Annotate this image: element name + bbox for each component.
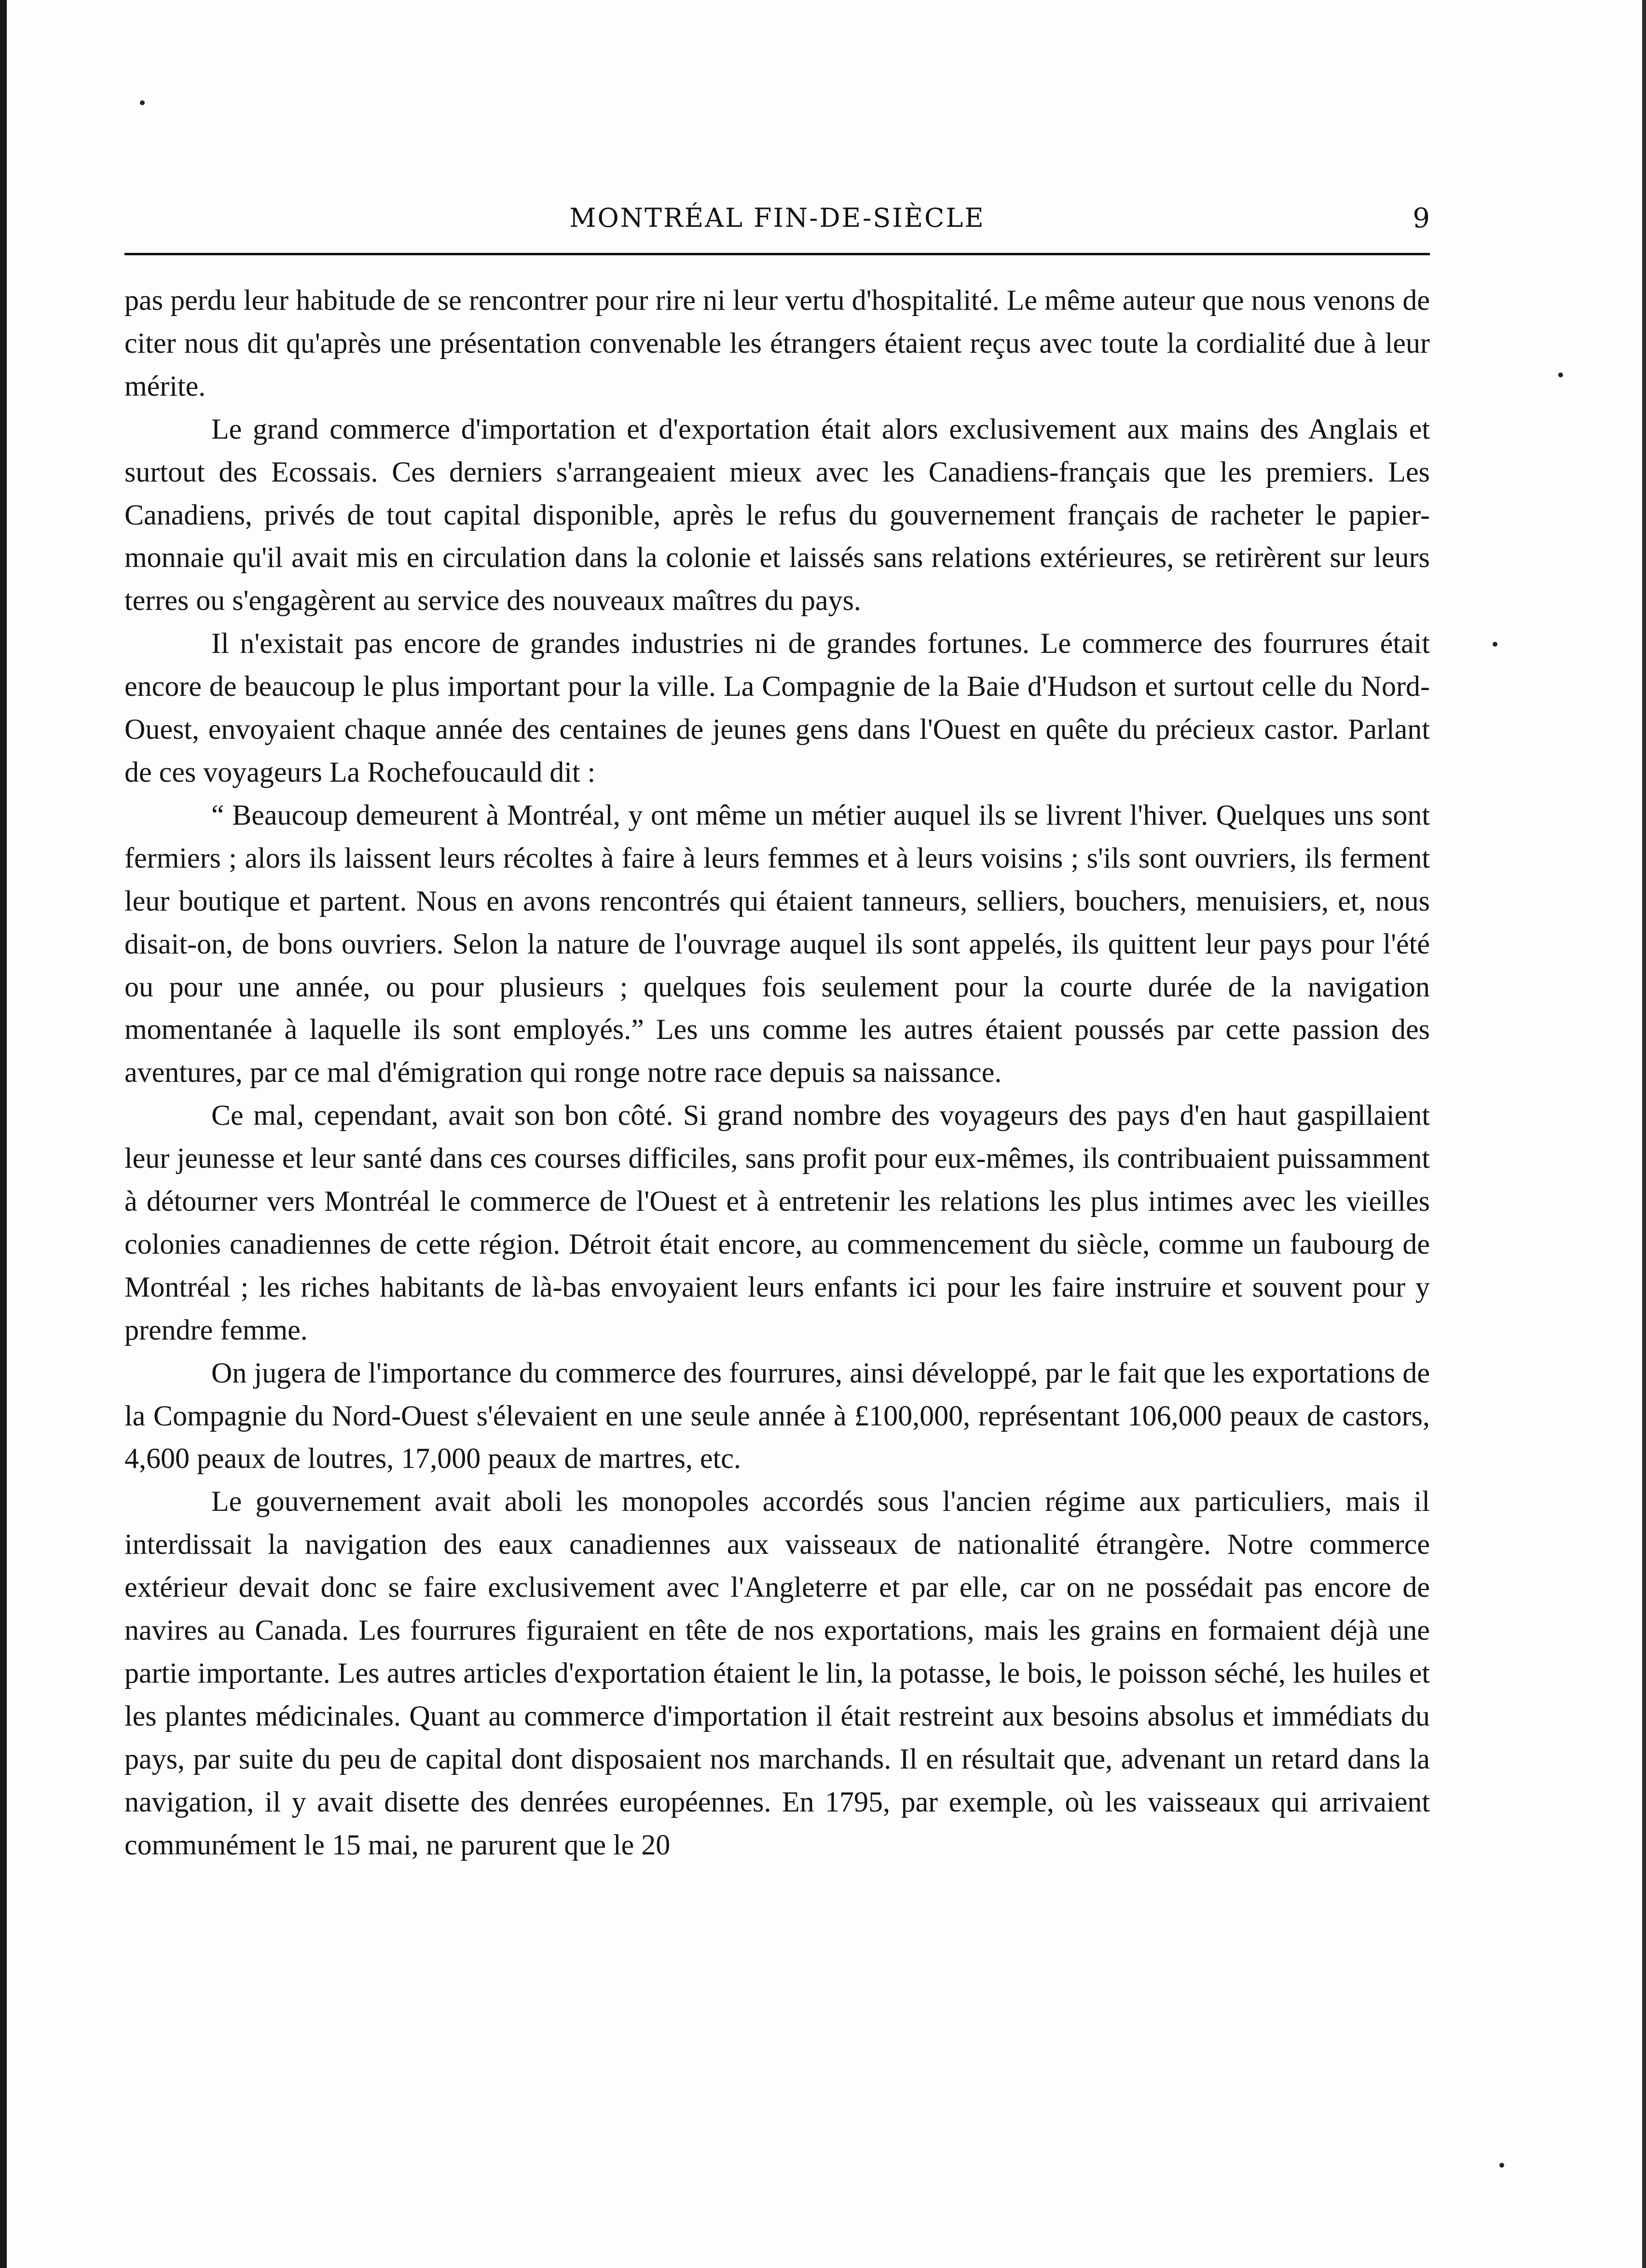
paragraph-6: On jugera de l'importance du commerce des fourrures, ainsi développé, par le fait que les exportations de la Compagnie du Nord-Ouest s'élevaient en une seule année à £100,000, représentant 106,000 peaux de castors, 4,600 peaux de loutres, 17,000 peaux de martres, etc. <box>124 1356 1430 1475</box>
paragraph-2: Le grand commerce d'importation et d'exportation était alors exclusivement aux mains des Anglais et surtout des Ecossais. Ces derniers s'arrangeaient mieux avec les Canadiens-français que les premiers. Les Canadiens, privés de tout capital disponible, après le refus du gouvernement français de racheter le papier-monnaie qu'il avait mis en circulation dans la colonie et laissés sans relations extérieures, se retirèrent sur leurs terres ou s'engagèrent au service des nouveaux maîtres du pays. <box>124 413 1430 617</box>
body-text <box>124 279 1430 1867</box>
paragraph-4-quotation: “ Beaucoup demeurent à Montréal, y ont même un métier auquel ils se livrent l'hiver. Quelques uns sont fermiers ; alors ils laissent leurs récoltes à faire à leurs femmes et à leurs voisins ; s'ils sont ouvriers, ils ferment leur boutique et partent. Nous en avons rencontrés qui étaient tanneurs, selliers, bouchers, menuisiers, et, nous disait-on, de bons ouvriers. Selon la nature de l'ouvrage auquel ils sont appelés, ils quittent leur pays pour l'été ou pour une année, ou pour plusieurs ; quelques fois seulement pour la courte durée de la navigation momentanée à laquelle ils sont employés.” Les uns comme les autres étaient poussés par cette passion des aventures, par ce mal d'émigration qui ronge notre race depuis sa naissance. <box>124 799 1430 1089</box>
paragraph-7: Le gouvernement avait aboli les monopoles accordés sous l'ancien régime aux particuliers, mais il interdissait la navigation des eaux canadiennes aux vaisseaux de nationalité étrangère. Notre commerce extérieur devait donc se faire exclusivement avec l'Angleterre et par elle, car on ne possédait pas encore de navires au Canada. Les fourrures figuraient en tête de nos exportations, mais les grains en formaient déjà une partie importante. Les autres articles d'exportation étaient le lin, la potasse, le bois, le poisson séché, les huiles et les plantes médicinales. Quant au commerce d'importation il était restreint aux besoins absolus et immédiats du pays, par suite du peu de capital dont disposaient nos marchands. Il en résultait que, advenant un retard dans la navigation, il y avait disette des denrées européennes. En 1795, par exemple, où les vaisseaux qui arrivaient communément le 15 mai, ne parurent que le 20 <box>124 1485 1430 1861</box>
running-title: MONTRÉAL FIN-DE-SIÈCLE <box>569 203 985 233</box>
header-rule <box>124 253 1430 255</box>
scan-speck <box>1499 2163 1504 2168</box>
page-number: 9 <box>1413 203 1430 234</box>
paragraph-5: Ce mal, cependant, avait son bon côté. Si grand nombre des voyageurs des pays d'en haut gaspillaient leur jeunesse et leur santé dans ces courses difficiles, sans profit pour eux-mêmes, ils contribuaient puissamment à détourner vers Montréal le commerce de l'Ouest et à entretenir les relations les plus intimes avec les vieilles colonies canadiennes de cette région. Détroit était encore, au commencement du siècle, comme un faubourg de Montréal ; les riches habitants de là-bas envoyaient leurs enfants ici pour les faire instruire et souvent pour y prendre femme. <box>124 1099 1430 1346</box>
scan-left-edge <box>0 0 7 2268</box>
paragraph-1: pas perdu leur habitude de se rencontrer pour rire ni leur vertu d'hospitalité. Le même auteur que nous venons de citer nous dit qu'après une présentation convenable les étrangers étaient reçus avec toute la cordialité due à leur mérite. <box>124 284 1430 402</box>
page-header <box>124 203 1430 246</box>
scan-speck <box>1493 642 1497 647</box>
paragraph-3: Il n'existait pas encore de grandes industries ni de grandes fortunes. Le commerce des fourrures était encore de beaucoup le plus important pour la ville. La Compagnie de la Baie d'Hudson et surtout celle du Nord-Ouest, envoyaient chaque année des centaines de jeunes gens dans l'Ouest en quête du précieux castor. Parlant de ces voyageurs La Rochefoucauld dit : <box>124 627 1430 788</box>
scan-right-edge <box>1642 0 1646 2268</box>
scan-speck <box>140 100 145 105</box>
scan-speck <box>1558 373 1563 377</box>
